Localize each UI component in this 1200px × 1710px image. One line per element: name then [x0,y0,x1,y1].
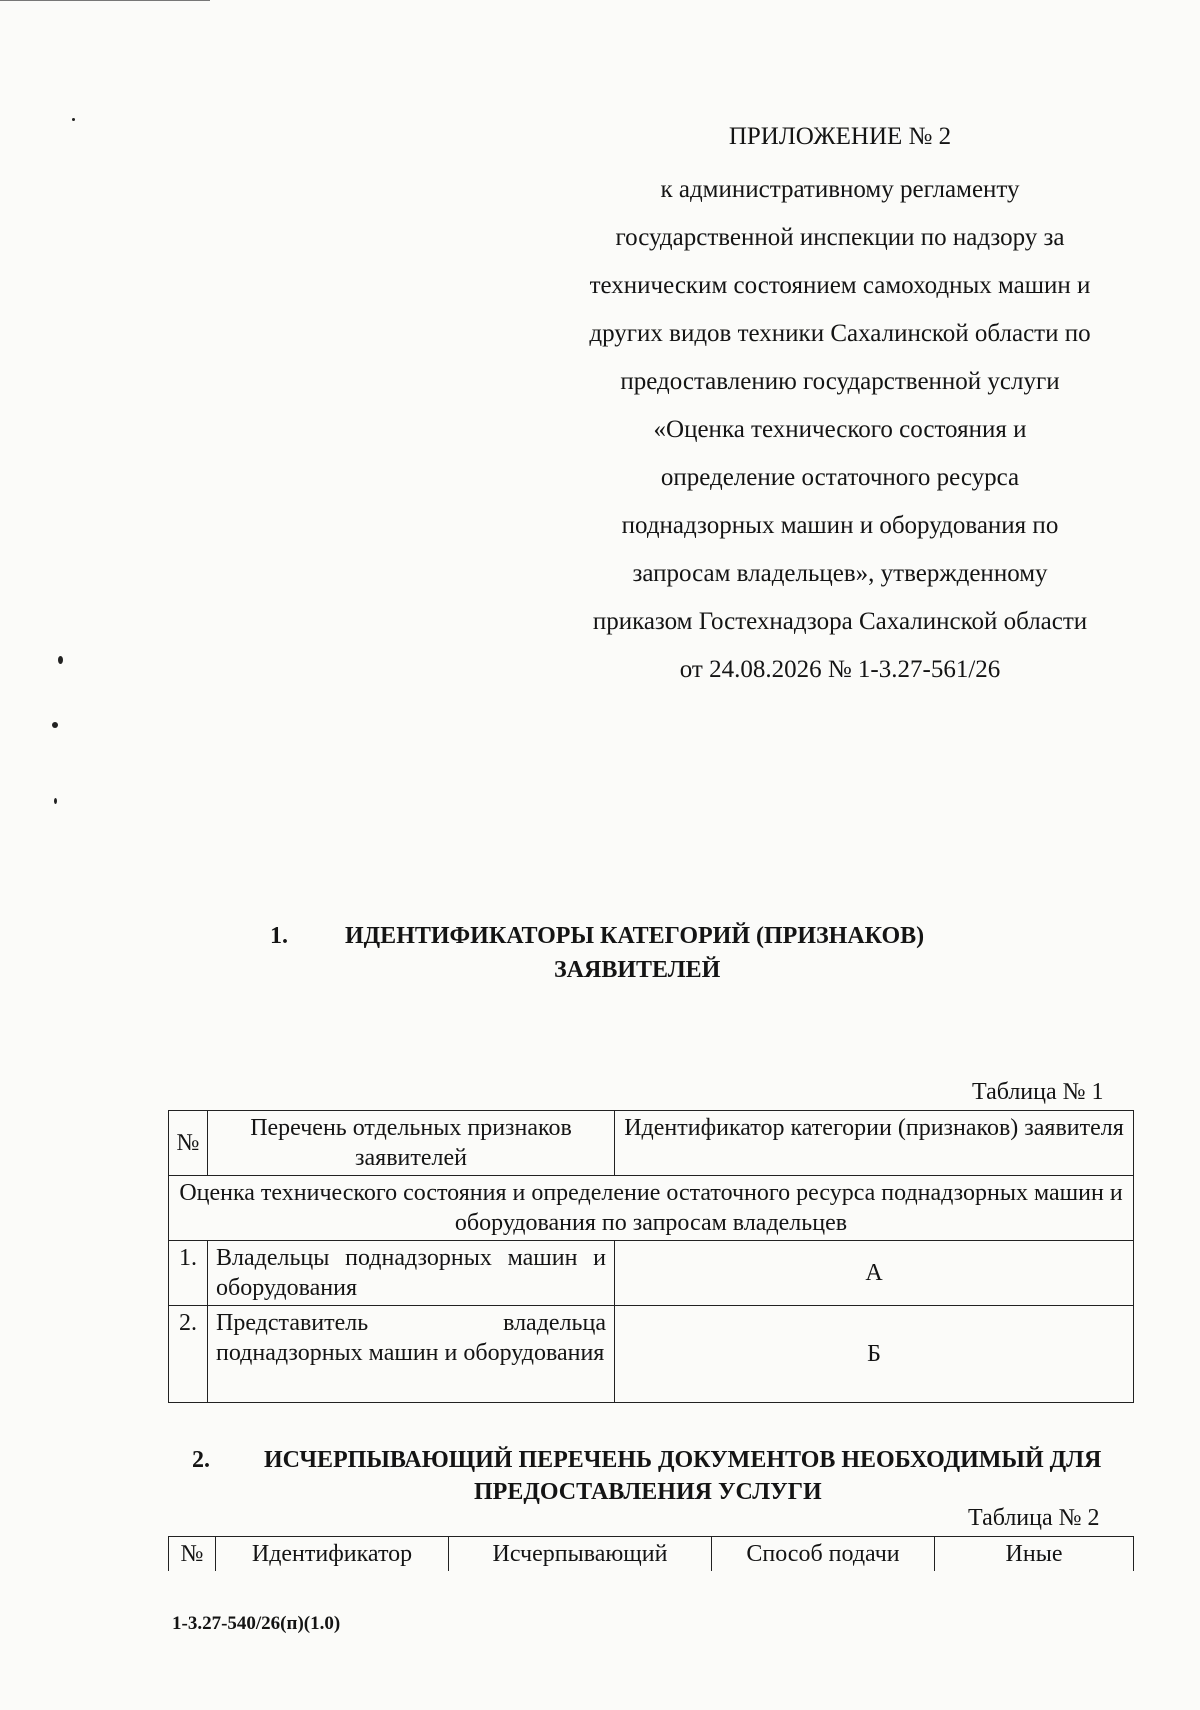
appendix-line: определение остаточного ресурса [660,464,1020,491]
scan-speck [54,798,57,804]
row-text: Представитель владельца поднадзорных машин и оборудования [208,1306,615,1403]
row-identifier: Б [615,1306,1134,1403]
header-exhaustive: Исчерпывающий [449,1537,712,1572]
header-identifier: Идентификатор категории (признаков) заявителя [615,1111,1134,1176]
appendix-line: от 24.08.2026 № 1-3.27-561/26 [679,656,1001,683]
row-identifier: А [615,1241,1134,1306]
applicant-categories-table [168,1110,1134,1403]
appendix-line: других видов техники Сахалинской области по [589,320,1091,347]
document-code: 1-3.27-540/26(п)(1.0) [172,1613,341,1634]
header-submission-method: Способ подачи [712,1537,935,1572]
appendix-line: запросам владельцев», утвержденному [632,560,1048,587]
table-header-row [169,1537,1134,1572]
table-header-row [169,1111,1134,1176]
header-num: № [169,1111,208,1176]
section-2-title-line1: ИСЧЕРПЫВАЮЩИЙ ПЕРЕЧЕНЬ ДОКУМЕНТОВ НЕОБХОДИМЫЙ ДЛЯ [264,1447,1102,1473]
appendix-line: к административному регламенту [660,176,1020,203]
appendix-block [540,118,1140,694]
scan-speck [58,656,63,664]
row-text: Владельцы поднадзорных машин и оборудования [208,1241,615,1306]
service-name-cell: Оценка технического состояния и определение остаточного ресурса поднадзорных машин и оборудования по запросам владельцев [169,1176,1134,1241]
table-1-caption: Таблица № 1 [972,1079,1104,1105]
section-1-number: 1. [270,923,288,949]
row-num: 2. [169,1306,208,1403]
appendix-line: предоставлению государственной услуги [620,368,1060,395]
table-row [169,1241,1134,1306]
appendix-title: ПРИЛОЖЕНИЕ № 2 [728,123,952,150]
table-row [169,1306,1134,1403]
header-identifier: Идентификатор [216,1537,449,1572]
appendix-line: приказом Гостехнадзора Сахалинской области [592,608,1088,635]
row-num: 1. [169,1241,208,1306]
appendix-line: поднадзорных машин и оборудования по [621,512,1059,539]
table-2-caption: Таблица № 2 [968,1505,1100,1531]
section-1-title-line2: ЗАЯВИТЕЛЕЙ [554,957,721,983]
section-2-title-line2: ПРЕДОСТАВЛЕНИЯ УСЛУГИ [474,1479,822,1505]
section-2-number: 2. [192,1447,210,1473]
scan-edge-line [0,0,210,1]
table-merged-row [169,1176,1134,1241]
appendix-line: «Оценка технического состояния и [653,416,1027,443]
documents-table [168,1536,1134,1571]
header-list: Перечень отдельных признаков заявителей [208,1111,615,1176]
header-num: № [169,1537,216,1572]
appendix-line: техническим состоянием самоходных машин и [589,272,1091,299]
scan-speck [72,118,75,121]
scan-speck [52,722,58,728]
header-other: Иные [935,1537,1134,1572]
appendix-line: государственной инспекции по надзору за [615,224,1065,251]
section-1-title-line1: ИДЕНТИФИКАТОРЫ КАТЕГОРИЙ (ПРИЗНАКОВ) [345,923,925,949]
